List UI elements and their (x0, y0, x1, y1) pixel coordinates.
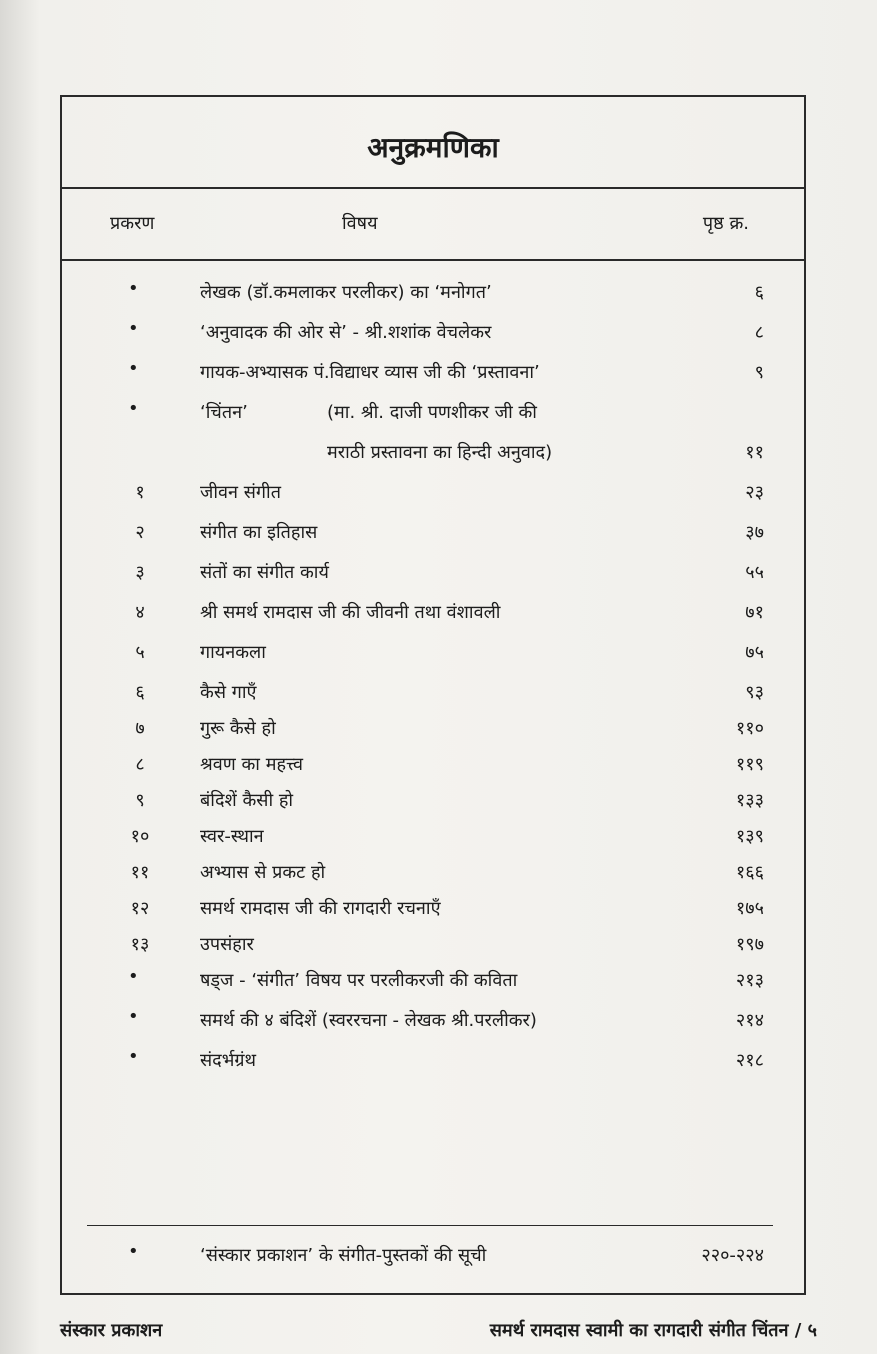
entry-page: २१८ (735, 1050, 764, 1071)
table-row (62, 672, 804, 708)
table-row (62, 888, 804, 924)
bullet: • (128, 278, 139, 299)
entry-subject: बंदिशें कैसी हो (200, 790, 294, 811)
footer-publisher: संस्कार प्रकाशन (60, 1320, 163, 1341)
entry-page: ७५ (745, 642, 764, 663)
bullet: • (128, 1241, 139, 1262)
entry-subject: समर्थ की ४ बंदिशें (स्वररचना - लेखक श्री.परलीकर) (200, 1010, 537, 1031)
entry-page: १३९ (735, 826, 764, 847)
entry-subject: गायक-अभ्यासक पं.विद्याधर व्यास जी की ‘प्रस्तावना’ (200, 362, 540, 383)
header-subject: विषय (342, 213, 378, 234)
chapter-number: ७ (135, 718, 145, 739)
entry-page: ५५ (745, 562, 764, 583)
entry-subject-note: (मा. श्री. दाजी पणशीकर जी की (327, 402, 537, 423)
entry-page: २३ (745, 482, 764, 503)
table-row (62, 632, 804, 672)
entry-page: १७५ (735, 898, 764, 919)
entry-page: ११९ (735, 754, 764, 775)
table-row (62, 780, 804, 816)
table-row (62, 312, 804, 352)
entry-page: ६ (754, 282, 764, 303)
entry-subject: श्री समर्थ रामदास जी की जीवनी तथा वंशावली (200, 602, 501, 623)
table-row (62, 1000, 804, 1040)
table-row (62, 960, 804, 1000)
column-header-row (62, 189, 804, 261)
entry-page: १३३ (735, 790, 764, 811)
entry-subject: जीवन संगीत (200, 482, 281, 503)
table-row (62, 432, 804, 472)
entry-page: ११ (745, 442, 764, 463)
header-chapter: प्रकरण (110, 213, 155, 234)
table-row (62, 592, 804, 632)
entry-subject: श्रवण का महत्त्व (200, 754, 303, 775)
table-row (62, 272, 804, 312)
chapter-number: ८ (135, 754, 145, 775)
table-row (62, 852, 804, 888)
entry-page: ९३ (745, 682, 764, 703)
bullet: • (128, 398, 139, 419)
table-row (62, 552, 804, 592)
entry-subject: कैसे गाएँ (200, 682, 257, 703)
entry-subject: गुरू कैसे हो (200, 718, 276, 739)
entry-subject: षड्ज - ‘संगीत’ विषय पर परलीकरजी की कविता (200, 970, 518, 991)
chapter-number: २ (135, 522, 145, 543)
entry-page: २१४ (735, 1010, 764, 1031)
contents-table (60, 95, 806, 1295)
entry-subject: संगीत का इतिहास (200, 522, 318, 543)
table-row (62, 1235, 804, 1275)
entry-page: ९ (754, 362, 764, 383)
chapter-number: ४ (135, 602, 145, 623)
chapter-number: १३ (130, 934, 150, 955)
entry-subject: ‘संस्कार प्रकाशन’ के संगीत-पुस्तकों की सूची (200, 1245, 487, 1266)
entry-subject: संदर्भग्रंथ (200, 1050, 257, 1071)
entry-subject: अभ्यास से प्रकट हो (200, 862, 326, 883)
bullet: • (128, 966, 139, 987)
chapter-number: १ (135, 482, 145, 503)
header-page: पृष्ठ क्र. (702, 213, 749, 234)
bullet: • (128, 318, 139, 339)
chapter-number: ३ (135, 562, 145, 583)
entry-subject: ‘चिंतन’ (200, 402, 248, 423)
chapter-number: ११ (130, 862, 150, 883)
entry-page: २१३ (735, 970, 764, 991)
chapter-number: १२ (130, 898, 150, 919)
table-row (62, 816, 804, 852)
entry-page: ८ (754, 322, 764, 343)
entry-subject-continued: मराठी प्रस्तावना का हिन्दी अनुवाद) (327, 442, 553, 463)
entry-page: ७१ (745, 602, 764, 623)
entry-page: १९७ (735, 934, 764, 955)
entry-subject: गायनकला (200, 642, 266, 663)
entry-page: २२०-२२४ (701, 1245, 764, 1266)
footer-book-title: समर्थ रामदास स्वामी का रागदारी संगीत चिंतन / ५ (489, 1320, 817, 1341)
entry-subject: स्वर-स्थान (200, 826, 264, 847)
entry-page: १६६ (735, 862, 764, 883)
table-row (62, 472, 804, 512)
divider (87, 1225, 773, 1226)
entry-subject: लेखक (डॉ.कमलाकर परलीकर) का ‘मनोगत’ (200, 282, 492, 303)
chapter-number: १० (130, 826, 150, 847)
chapter-number: ५ (135, 642, 145, 663)
chapter-number: ६ (135, 682, 145, 703)
entry-page: ११० (735, 718, 764, 739)
entry-subject: समर्थ रामदास जी की रागदारी रचनाएँ (200, 898, 441, 919)
entry-page: ३७ (745, 522, 764, 543)
contents-rows (62, 272, 804, 1080)
table-row (62, 924, 804, 960)
bullet: • (128, 1006, 139, 1027)
bullet: • (128, 358, 139, 379)
title-row (62, 97, 804, 189)
table-row (62, 512, 804, 552)
table-row (62, 744, 804, 780)
bullet: • (128, 1046, 139, 1067)
entry-subject: संतों का संगीत कार्य (200, 562, 329, 583)
entry-subject: ‘अनुवादक की ओर से’ - श्री.शशांक वेचलेकर (200, 322, 492, 343)
entry-subject: उपसंहार (200, 934, 254, 955)
table-row (62, 352, 804, 392)
chapter-number: ९ (135, 790, 145, 811)
table-row (62, 392, 804, 432)
table-row (62, 1040, 804, 1080)
page-title: अनुक्रमणिका (367, 131, 499, 164)
table-row (62, 708, 804, 744)
